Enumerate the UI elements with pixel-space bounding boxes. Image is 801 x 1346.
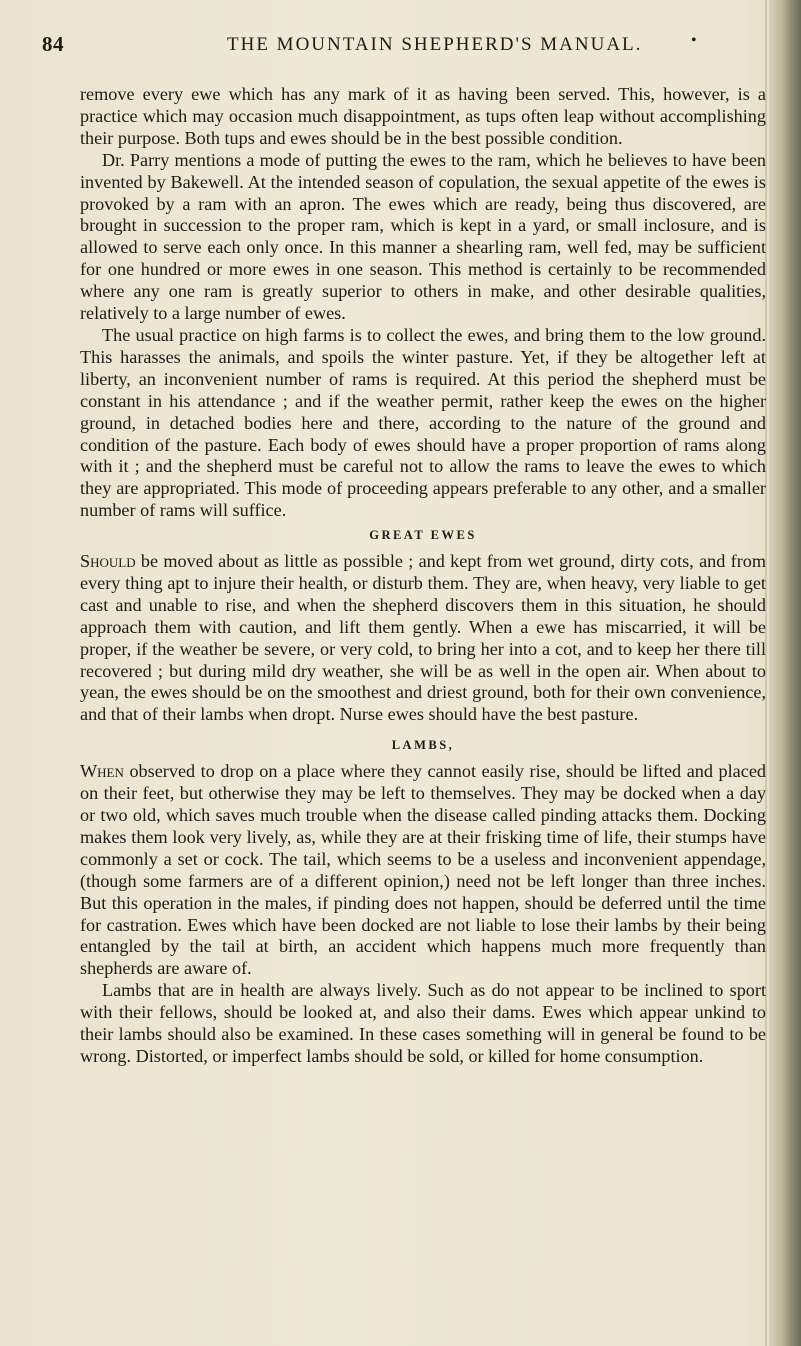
paragraph: The usual practice on high farms is to collect the ewes, and bring them to the low ground. This harasses the animals, and spoils the winter pasture. Yet, if they be altogether left at liberty, an inconvenient number of rams is required. At this period the shepherd must be constant in his attendance ; and if the weather permit, rather keep the ewes on the higher ground, in detached bodies here and there, according to the nature of the ground and condition of the pasture. Each body of ewes should have a proper proportion of rams along with it ; and the shepherd must be careful not to allow the rams to leave the ewes to which they are appropriated. This mode of proceeding appears preferable to any other, and a smaller number of rams will suffice. xyxy=(80,324,766,521)
page-header xyxy=(42,32,762,62)
section-heading-great-ewes: GREAT EWES xyxy=(369,528,477,543)
paragraph-text: observed to drop on a place where they cannot easily rise, should be lifted and placed on their feet, but otherwise they may be left to themselves. They may be docked when a day or two old, which saves much trouble when the disease called pinding attacks them. Docking makes them look very lively, as, while they are at their frisking time of life, their stumps have commonly a set or cock. The tail, which seems to be a useless and inconvenient appendage, (though some farmers are of a different opinion,) need not be left longer than three inches. But this operation in the males, if pinding does not happen, should be deferred until the time for castration. Ewes which have been docked are not liable to lose their lambs by their being entangled by the tail at birth, an accident which happens much more frequently than shepherds are aware of. xyxy=(80,761,766,979)
lead-word: Should xyxy=(80,551,136,572)
paragraph xyxy=(80,761,766,980)
lead-word: When xyxy=(80,761,124,782)
running-title: THE MOUNTAIN SHEPHERD'S MANUAL. xyxy=(227,34,643,55)
section-heading-lambs: LAMBS, xyxy=(391,738,455,753)
paragraph: Dr. Parry mentions a mode of putting the ewes to the ram, which he believes to have been invented by Bakewell. At the intended season of copulation, the sexual appetite of the ewes is provoked by a ram with an apron. The ewes which are ready, being thus discovered, are brought in succession to the proper ram, which is kept in a yard, or small inclosure, and is allowed to serve each only once. In this manner a shearling ram, well fed, may be sufficient for one hundred or more ewes in one season. This method is certainly to be recommended where any one ram is greatly superior to others in make, and other desirable qualities, relatively to a large number of ewes. xyxy=(80,149,766,324)
margin-mark: • xyxy=(691,32,697,49)
paragraph xyxy=(80,551,766,726)
next-page-edge xyxy=(769,0,801,1346)
paragraph-text: be moved about as little as possible ; and kept from wet ground, dirty cots, and from every thing apt to injure their health, or disturb them. They are, when heavy, very liable to get cast and unable to rise, and when the shepherd discovers them in this situation, he should approach them with caution, and lift them gently. When a ewe has miscarried, it will be proper, if the weather be severe, or very cold, to bring her into a cot, and to keep her there till recovered ; but during mild dry weather, she will be as well in the open air. When about to yean, the ewes should be on the smoothest and driest ground, both for their own convenience, and that of their lambs when dropt. Nurse ewes should have the best pasture. xyxy=(80,551,766,725)
page-number: 84 xyxy=(42,32,64,56)
page-body xyxy=(80,84,766,1068)
paragraph: remove every ewe which has any mark of it as having been served. This, however, is a practice which may occasion much disappointment, as tups often leap without accomplishing their purpose. Both tups and ewes should be in the best possible condition. xyxy=(80,84,766,148)
paragraph: Lambs that are in health are always lively. Such as do not appear to be inclined to sport with their fellows, should be looked at, and also their dams. Ewes which appear unkind to their lambs should also be examined. In these cases something will in general be found to be wrong. Distorted, or imperfect lambs should be sold, or killed for home consumption. xyxy=(80,980,766,1066)
